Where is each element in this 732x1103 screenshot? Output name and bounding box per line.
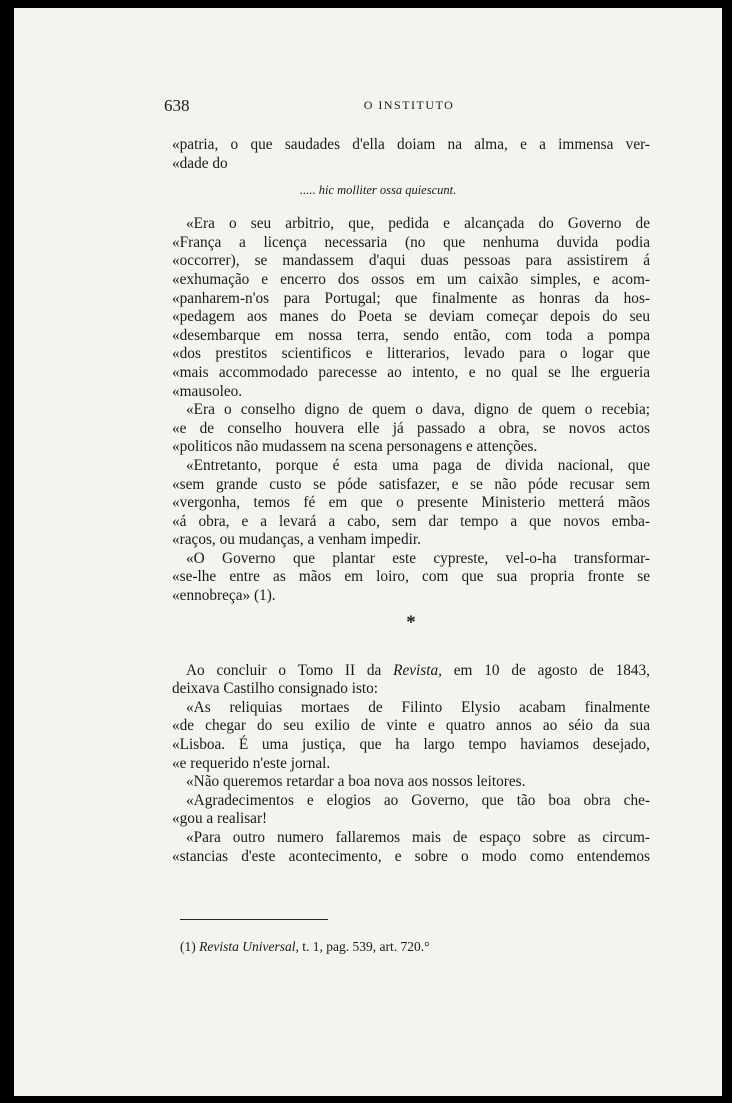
footnote-reference: t. 1, pag. 539, art. 720.° [302,939,430,954]
text-line [172,662,650,681]
text-line: «occorrer), se mandassem d'aqui duas pessoas para assistirem á [172,252,650,270]
main-text [172,136,650,866]
text-line: «e requerido n'este jornal. [172,754,331,772]
text-line: «sem grande custo se póde satisfazer, e se não póde recusar sem [172,475,650,493]
text-line: «dos prestitos scientificos e litterarios, levado para o logar que [172,345,650,363]
text-line: «Entretanto, porque é esta uma paga de divida nacional, que [186,456,650,474]
text-line: «Não queremos retardar a boa nova aos nossos leitores. [186,773,526,791]
italic-title: Revista, [393,661,442,679]
footnote-source: Revista Universal, [199,939,299,954]
text-line: «exhumação e encerro dos ossos em um caixão simples, e acom- [172,270,650,288]
text-line: «Para outro numero fallaremos mais de espaço sobre as circum- [186,829,650,846]
text-line: «gou a realisar! [172,810,268,828]
text-line: «Era o conselho digno de quem o dava, digno de quem o recebia; [186,401,650,419]
text-line: «dade do [172,154,228,172]
text-line: «Agradecimentos e elogios ao Governo, que tão boa obra che- [186,791,650,809]
text-line: «pedagem aos manes do Poeta se deviam começar depois do seu [172,308,650,326]
text-line: «raços, ou mudanças, a venham impedir. [172,531,421,549]
footnote-rule [180,919,328,920]
text-line: «á obra, e a levará a cabo, sem dar tempo a que novos emba- [172,512,650,530]
footnote-marker: (1) [180,939,196,954]
page-number: 638 [164,96,190,115]
footnote [180,939,430,955]
text-line: «ennobreça» (1). [172,587,276,605]
text-line: «panharem-n'os para Portugal; que finalmente as honras da hos- [172,289,650,307]
text-line: «patria, o que saudades d'ella doiam na alma, e a immensa ver- [172,136,650,153]
running-title: O INSTITUTO [363,98,455,112]
text-line: deixava Castilho consignado isto: [172,680,379,698]
book-page [14,8,722,1096]
text-line: «desembarque em nossa terra, sendo então, com toda a pompa [172,326,650,344]
text-line: «se-lhe entre as mãos em loiro, com que sua propria fronte se [172,568,650,586]
text-line: «de chegar do seu exilio de vinte e quatro annos ao séio da sua [172,717,650,735]
text-line: «As reliquias mortaes de Filinto Elysio acabam finalmente [186,698,650,716]
text-line: «França a licença necessaria (no que nenhuma duvida podia [172,233,650,251]
text-line: «mais accommodado parecesse ao intento, e no qual se lhe ergueria [172,363,650,381]
text-line: «politicos não mudassem na scena personagens e attenções. [172,438,538,456]
text-line: «Era o seu arbitrio, que, pedida e alcançada do Governo de [186,215,650,233]
text-line: «stancias d'este acontecimento, e sobre o modo como entendemos [172,847,650,865]
text-line: «O Governo que plantar este cypreste, vel-o-ha transformar- [186,549,650,567]
text-line: «vergonha, temos fé em que o presente Ministerio metterá mãos [172,494,650,512]
page-header [164,96,654,120]
text-line: «Lisboa. É uma justiça, que ha largo tempo haviamos desejado, [172,736,650,754]
text-fragment: em 10 de agosto de 1843, [441,661,650,679]
text-fragment: Ao concluir o Tomo II da [186,661,394,679]
text-line: «mausoleo. [172,382,243,400]
section-asterism: * [406,611,416,633]
latin-quote: ..... hic molliter ossa quiescunt. [300,183,457,198]
text-line: «e de conselho houvera elle já passado a obra, se novos actos [172,419,650,437]
